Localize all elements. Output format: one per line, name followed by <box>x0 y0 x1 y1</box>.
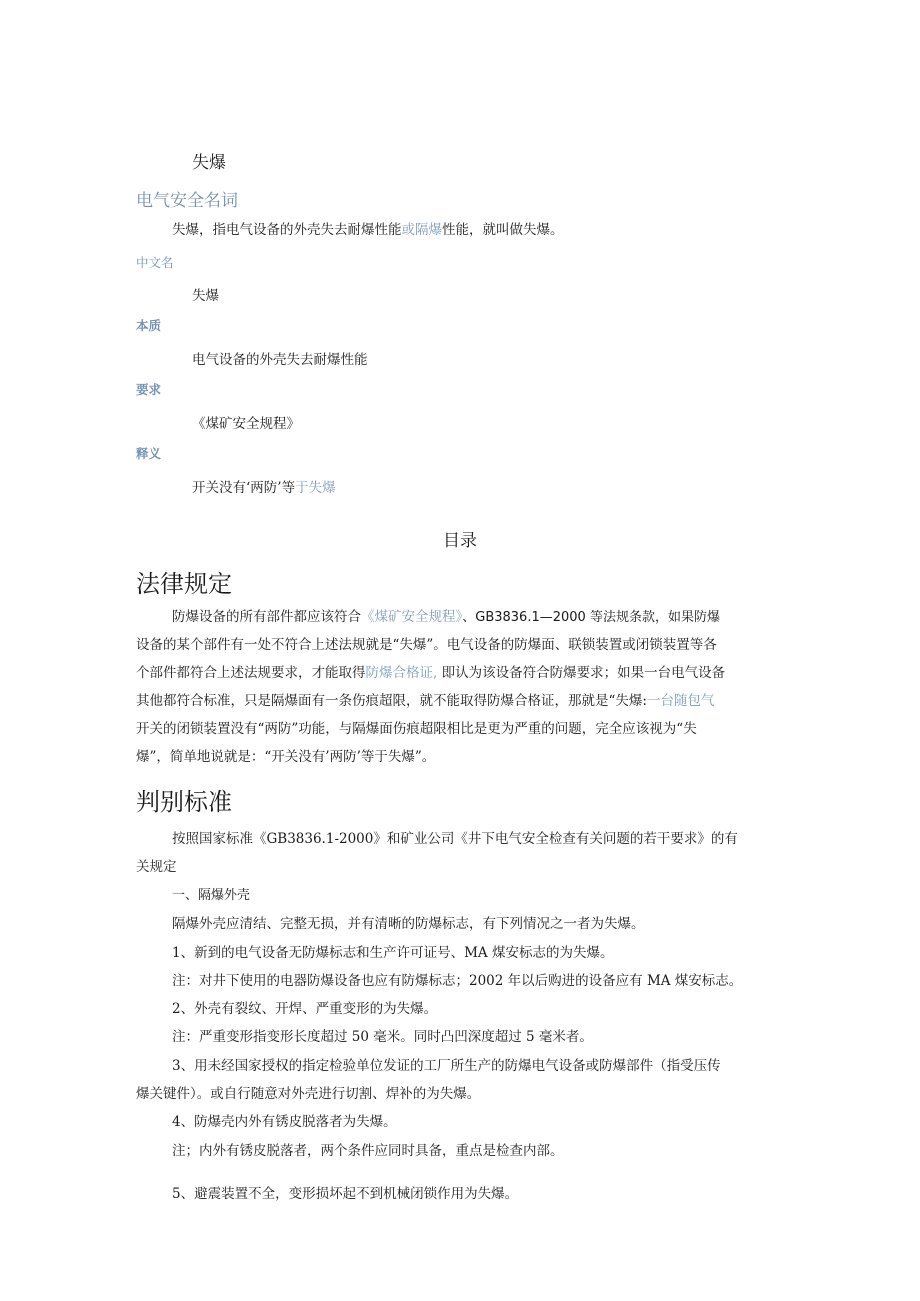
criteria-note-2: 注：严重变形指变形长度超过 50 毫米。同时凸凹深度超过 5 毫米者。 <box>172 1029 593 1045</box>
legal-l1-a: 防爆设备的所有部件都应该符合 <box>172 609 361 625</box>
legal-line-1 <box>172 605 720 625</box>
criteria-item-3-line-2: 爆关键件）。或自行随意对外壳进行切割、焊补的为失爆。 <box>136 1086 481 1102</box>
page-title: 失爆 <box>192 153 226 173</box>
intro-text <box>172 218 564 238</box>
intro-link[interactable]: 或隔爆 <box>401 222 442 238</box>
legal-line-5: 开关的闭锁装置没有“两防”功能，与隔爆面伤痕超限相比是更为严重的问题，完全应该视为“失 <box>136 721 697 737</box>
explain-text: 开关没有‘两防’等 <box>192 480 296 496</box>
intro-text-b: 性能，就叫做失爆。 <box>442 222 564 238</box>
legal-l1-b: 、GB3836.1—2000 等法规条款，如果防爆 <box>462 610 720 625</box>
legal-l4-a: 其他都符合标准，只是隔爆面有一条伤痕超限，就不能取得防爆合格证，那就是“失爆: <box>136 693 647 709</box>
toc-label[interactable]: 目录 <box>443 531 477 551</box>
legal-l4-link[interactable]: 一台随包气 <box>646 693 715 709</box>
explain-link[interactable]: 于失爆 <box>295 480 336 496</box>
infobox-require-label: 要求 <box>136 382 162 397</box>
legal-line-2: 设备的某个部件有一处不符合上述法规就是“失爆”。电气设备的防爆面、联锁装置或闭锁装置等各 <box>136 637 717 653</box>
heading-legal: 法律规定 <box>136 570 232 598</box>
infobox-essence-label: 本质 <box>136 318 162 333</box>
legal-line-4 <box>136 689 714 709</box>
legal-l3-b: 即认为该设备符合防爆要求；如果一台电气设备 <box>437 665 726 681</box>
infobox-essence-value: 电气设备的外壳失去耐爆性能 <box>192 352 368 368</box>
criteria-p1-line-1: 按照国家标准《GB3836.1-2000》和矿业公司《井下电气安全检查有关问题的若干要求》的有 <box>172 831 738 847</box>
infobox-explain-value <box>192 476 336 496</box>
criteria-item-3-line-1: 3、用未经国家授权的指定检验单位发证的工厂所生产的防爆电气设备或防爆部件（指受压传 <box>172 1058 721 1074</box>
infobox-require-value: 《煤矿安全规程》 <box>192 416 300 432</box>
criteria-item-2: 2、外壳有裂纹、开焊、严重变形的为失爆。 <box>172 1001 438 1017</box>
criteria-note-4: 注；内外有锈皮脱落者，两个条件应同时具备，重点是检查内部。 <box>172 1143 564 1159</box>
criteria-p1-line-2: 关规定 <box>136 859 177 875</box>
criteria-item-5: 5、避震装置不全，变形损坏起不到机械闭锁作用为失爆。 <box>172 1186 519 1202</box>
section-explosion-proof-shell: 一、隔爆外壳 <box>172 888 251 903</box>
criteria-item-1: 1、新到的电气设备无防爆标志和生产许可证号、MA 煤安标志的为失爆。 <box>172 945 614 961</box>
page-subtitle: 电气安全名词 <box>136 191 238 211</box>
criteria-shell-summary: 隔爆外壳应清结、完整无损，并有清晰的防爆标志，有下列情况之一者为失爆。 <box>172 916 645 932</box>
heading-criteria: 判别标准 <box>136 788 232 816</box>
infobox-cn-name-label: 中文名 <box>136 255 174 270</box>
legal-l3-link[interactable]: 防爆合格证, <box>365 665 438 681</box>
infobox-cn-name-value: 失爆 <box>192 288 219 304</box>
infobox-explain-label: 释义 <box>136 446 162 461</box>
intro-text-a: 失爆，指电气设备的外壳失去耐爆性能 <box>172 222 402 238</box>
legal-line-3 <box>136 661 725 681</box>
legal-line-6: 爆”，简单地说就是：“开关没有’两防’等于失爆”。 <box>136 749 436 765</box>
legal-l1-link[interactable]: 《煤矿安全规程》 <box>361 609 463 625</box>
criteria-note-1: 注：对井下使用的电器防爆设备也应有防爆标志；2002 年以后购进的设备应有 MA 煤安标志。 <box>172 973 743 989</box>
criteria-item-4: 4、防爆壳内外有锈皮脱落者为失爆。 <box>172 1114 397 1130</box>
legal-l3-a: 个部件都符合上述法规要求，才能取得 <box>136 665 366 681</box>
